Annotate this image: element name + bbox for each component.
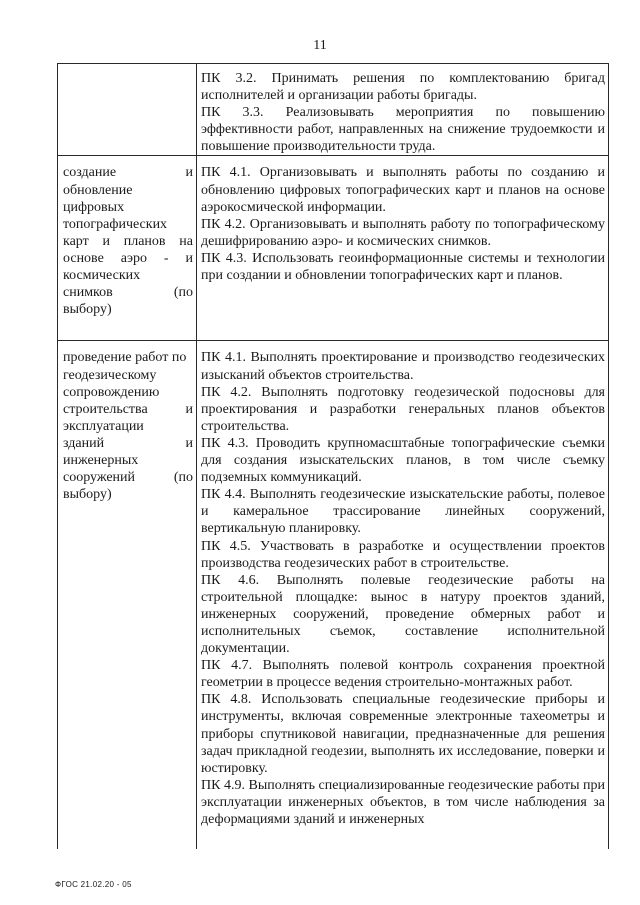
activity-cell [58,64,197,156]
competency-cell [197,64,609,156]
competency-item: ПК 4.9. Выполнять специализированные геодезические работы при эксплуатации инженерных объектов, в том числе наблюдения за деформациями зданий и инженерных [201,777,605,827]
document-code-footer: ФГОС 21.02.20 - 05 [55,880,132,889]
activity-cell [58,156,197,341]
activity-line: снимков (по [63,285,193,301]
activity-cell [58,341,197,850]
activity-line: сопровождению [63,384,160,400]
activity-line: зданий и [63,435,193,451]
competency-item: ПК 4.1. Выполнять проектирование и производство геодезических изысканий объектов строительства. [201,350,605,383]
table-row [58,156,609,341]
activity-line: карт и планов на [63,233,193,249]
competency-table [57,63,609,849]
competency-item: ПК 4.8. Использовать специальные геодезические приборы и инструменты, включая современные электронные тахеометры и приборы спутниковой навигации, предназначенные для решения задач прикладной геодезии, выполнять их исследование, поверки и юстировку. [201,692,605,776]
competency-item: ПК 3.2. Принимать решения по комплектованию бригад исполнителей и организации работы бригады. [201,71,605,104]
activity-line: эксплуатации [63,418,144,434]
competency-item: ПК 4.3. Проводить крупномасштабные топографические съемки для создания изыскательских планов, в том числе съемку подземных коммуникаций. [201,435,605,486]
page-number: 11 [313,38,327,53]
competency-cell [197,156,609,341]
activity-line: космических [63,268,141,284]
activity-line: строительства и [63,401,193,417]
competency-item: ПК 4.5. Участвовать в разработке и осуществлении проектов производства геодезических работ в строительстве. [201,538,605,571]
table-row [58,341,609,850]
competency-item: ПК 4.6. Выполнять полевые геодезические работы на строительной площадке: вынос в натуру проектов зданий, инженерных сооружений, проведение обмерных работ и исполнительных съемок, составление исполнительной документации. [201,572,605,657]
competency-item: ПК 4.1. Организовывать и выполнять работы по созданию и обновлению цифровых топографических карт и планов на основе аэрокосмической информации. [201,165,605,215]
activity-line: инженерных [63,453,139,469]
competency-item: ПК 4.2. Организовывать и выполнять работу по топографическому дешифрированию аэро- и космических снимков. [201,216,605,249]
activity-line: цифровых [63,199,125,215]
competency-cell [197,341,609,850]
activity-line: сооружений (по [63,470,193,486]
activity-line: проведение работ по [63,350,187,366]
activity-line: обновление [63,182,133,198]
competency-item: ПК 4.3. Использовать геоинформационные системы и технологии при создании и обновлении топографических карт и планов. [201,250,605,284]
table-row [58,64,609,156]
competency-item: ПК 3.3. Реализовывать мероприятия по повышению эффективности работ, направленных на снижение трудоемкости и повышение производительности труда. [201,105,605,155]
activity-line: выбору) [63,302,112,318]
competency-item: ПК 4.4. Выполнять геодезические изыскательские работы, полевое и камеральное трассирование линейных сооружений, вертикальную планировку. [201,487,605,537]
activity-line: основе аэро - и [63,250,193,266]
activity-line: создание и [63,165,193,181]
competency-item: ПК 4.7. Выполнять полевой контроль сохранения проектной геометрии в процессе ведения строительно-монтажных работ. [201,658,605,691]
activity-line: геодезическому [63,367,157,383]
activity-line: топографических [63,216,168,232]
competency-item: ПК 4.2. Выполнять подготовку геодезической подосновы для проектирования и разработки генеральных планов объектов строительства. [201,384,605,434]
activity-line: выбору) [63,487,112,503]
